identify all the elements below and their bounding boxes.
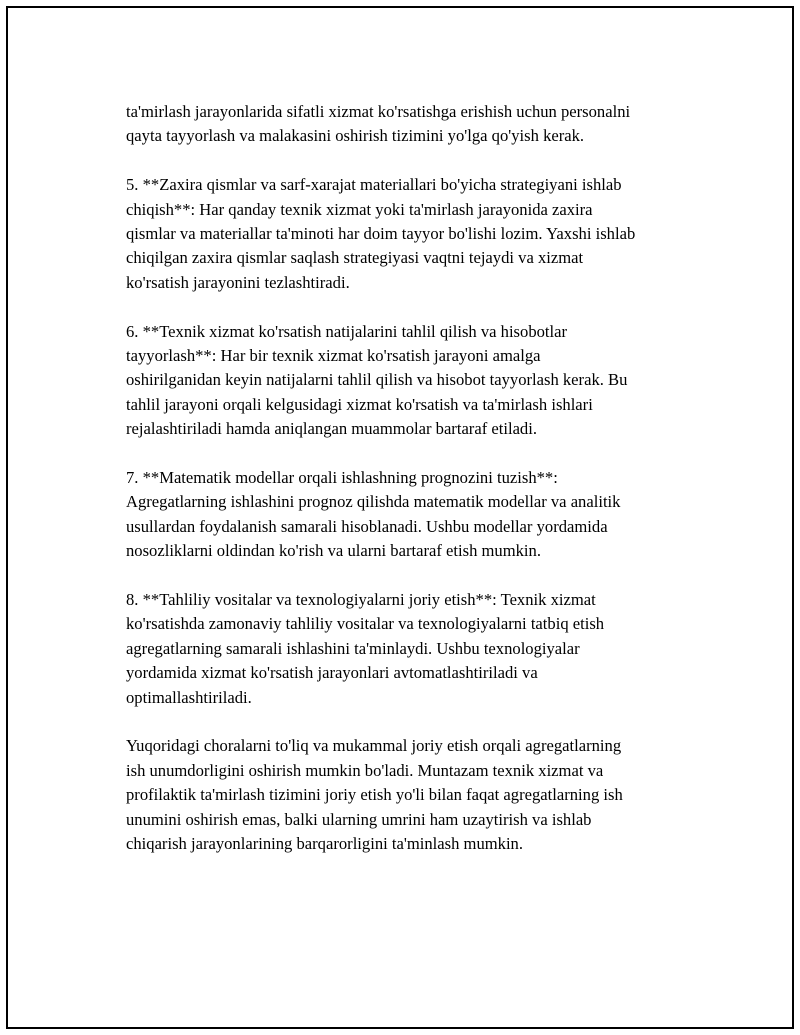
- text-line: unumini oshirish emas, balki ularning umrini ham uzaytirish va ishlab: [126, 809, 592, 829]
- text-line: 5. **Zaxira qismlar va sarf-xarajat materiallari bo'yicha strategiyani ishlab: [126, 175, 622, 195]
- text-line: qayta tayyorlash va malakasini oshirish tizimini yo'lga qo'yish kerak.: [126, 126, 585, 146]
- text-line: ish unumdorligini oshirish mumkin bo'ladi. Muntazam texnik xizmat va: [126, 760, 604, 780]
- text-line: nosozliklarni oldindan ko'rish va ularni bartaraf etish mumkin.: [126, 541, 541, 561]
- page-frame: [6, 6, 794, 1029]
- paragraph-continuation: [126, 100, 696, 149]
- paragraph-item-8: [126, 588, 696, 710]
- text-line: ko'rsatish jarayonini tezlashtiradi.: [126, 272, 350, 292]
- text-line: ta'mirlash jarayonlarida sifatli xizmat ko'rsatishga erishish uchun personalni: [126, 102, 631, 121]
- text-line: chiqarish jarayonlarining barqarorligini ta'minlash mumkin.: [126, 834, 523, 854]
- text-line: chiqilgan zaxira qismlar saqlash strategiyasi vaqtni tejaydi va xizmat: [126, 248, 584, 268]
- text-line: optimallashtiriladi.: [126, 687, 252, 707]
- text-line: qismlar va materiallar ta'minoti har doim tayyor bo'lishi lozim. Yaxshi ishlab: [126, 224, 636, 244]
- text-line: ko'rsatishda zamonaviy tahliliy vositalar va texnologiyalarni tatbiq etish: [126, 614, 605, 634]
- text-line: tayyorlash**: Har bir texnik xizmat ko'rsatish jarayoni amalga: [126, 346, 541, 366]
- text-line: 6. **Texnik xizmat ko'rsatish natijalarini tahlil qilish va hisobotlar: [126, 321, 568, 341]
- text-line: tahlil jarayoni orqali kelgusidagi xizmat ko'rsatish va ta'mirlash ishlari: [126, 394, 593, 414]
- paragraph-item-7: [126, 466, 696, 564]
- text-line: yordamida xizmat ko'rsatish jarayonlari avtomatlashtiriladi va: [126, 663, 538, 683]
- text-line: chiqish**: Har qanday texnik xizmat yoki ta'mirlash jarayonida zaxira: [126, 199, 593, 219]
- document-body: [126, 100, 696, 881]
- text-line: agregatlarning samarali ishlashini ta'minlaydi. Ushbu texnologiyalar: [126, 638, 580, 658]
- text-line: rejalashtiriladi hamda aniqlangan muammolar bartaraf etiladi.: [126, 419, 537, 439]
- text-line: usullardan foydalanish samarali hisoblanadi. Ushbu modellar yordamida: [126, 516, 608, 536]
- paragraph-item-6: [126, 320, 696, 442]
- text-line: Yuqoridagi choralarni to'liq va mukammal joriy etish orqali agregatlarning: [126, 736, 622, 756]
- paragraph-item-5: [126, 173, 696, 295]
- paragraph-conclusion: [126, 734, 696, 856]
- text-line: oshirilganidan keyin natijalarni tahlil qilish va hisobot tayyorlash kerak. Bu: [126, 370, 628, 390]
- text-line: Agregatlarning ishlashini prognoz qilishda matematik modellar va analitik: [126, 492, 621, 512]
- text-line: 7. **Matematik modellar orqali ishlashning prognozini tuzish**:: [126, 468, 558, 488]
- text-line: 8. **Tahliliy vositalar va texnologiyalarni joriy etish**: Texnik xizmat: [126, 590, 596, 610]
- text-line: profilaktik ta'mirlash tizimini joriy etish yo'li bilan faqat agregatlarning ish: [126, 785, 623, 805]
